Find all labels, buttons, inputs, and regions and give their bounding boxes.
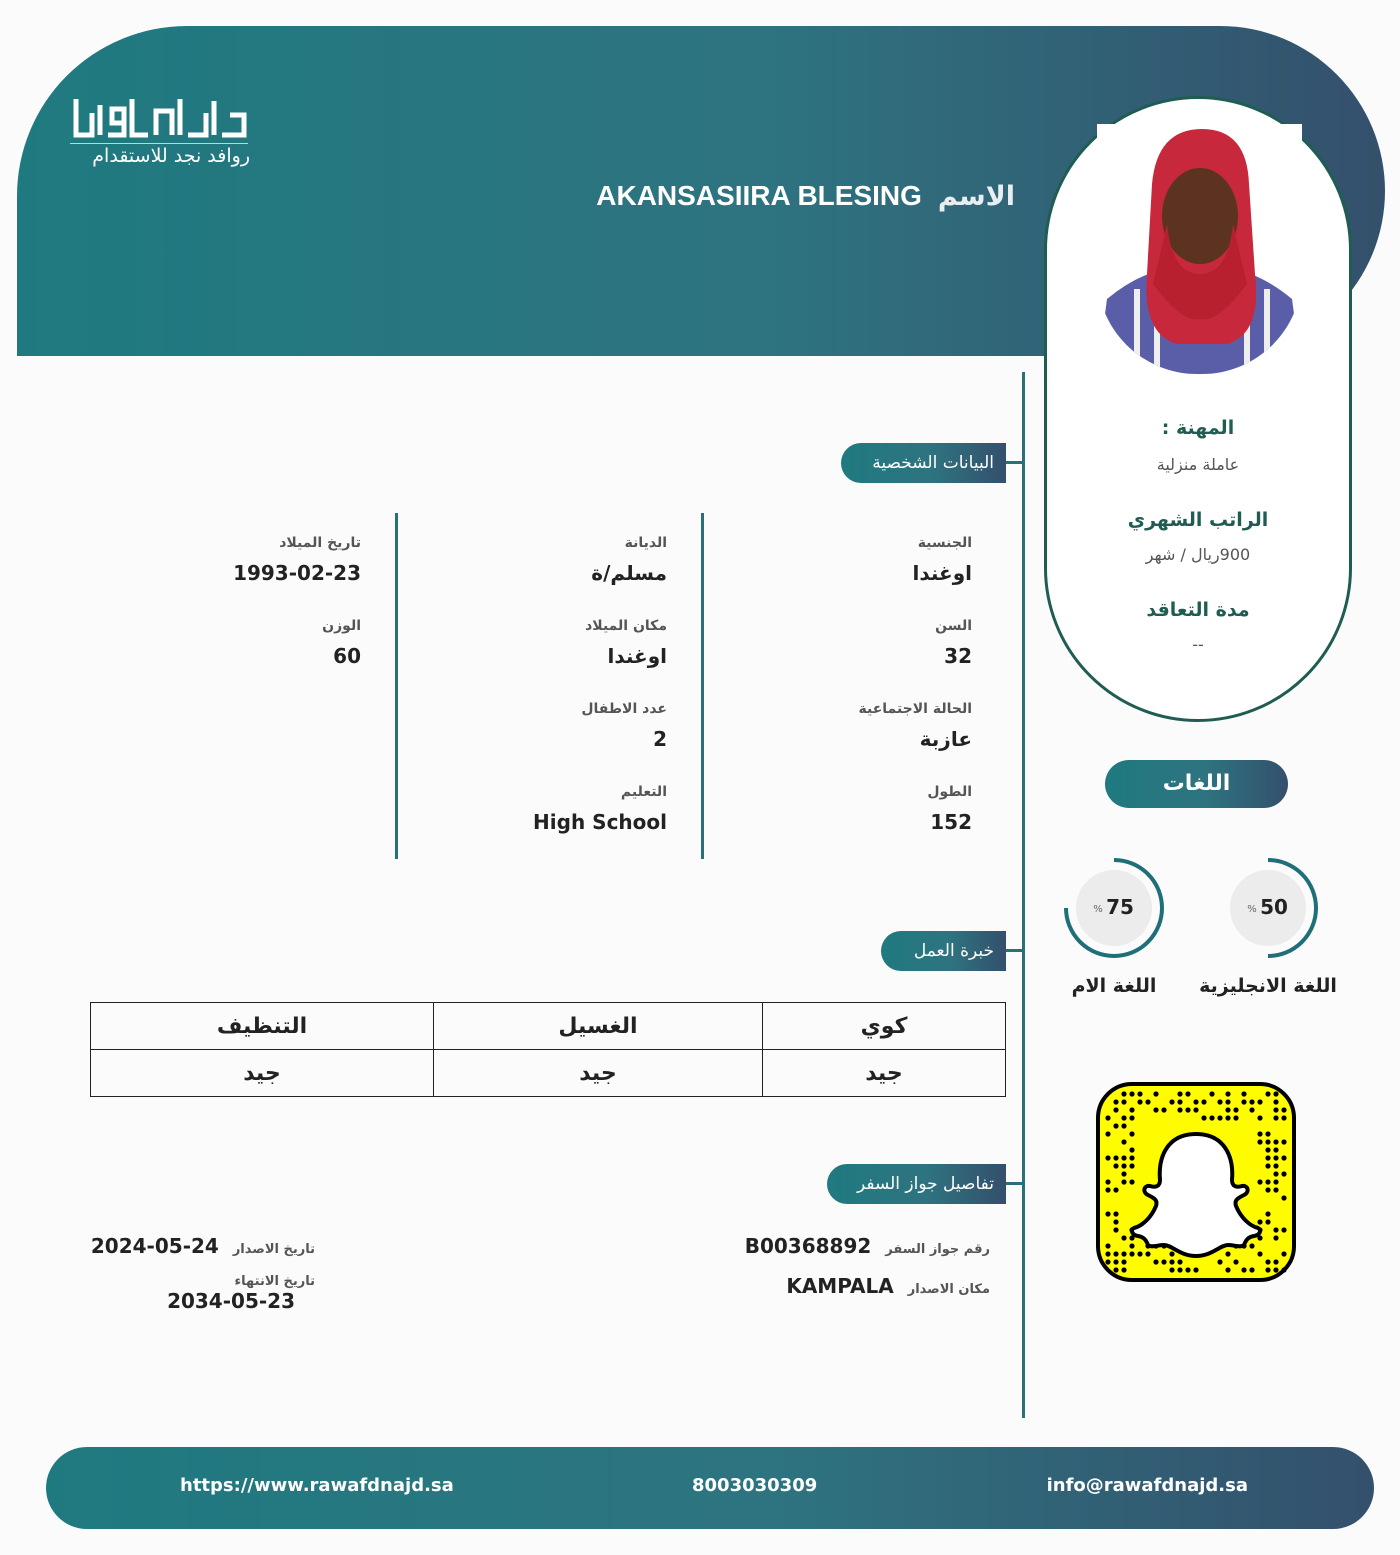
snapcode-dot	[1265, 1267, 1270, 1272]
snapcode-dot	[1201, 1099, 1206, 1104]
candidate-name: AKANSASIIRA BLESING	[596, 180, 922, 211]
snapcode-dot	[1265, 1179, 1270, 1184]
snapcode-dot	[1121, 1115, 1126, 1120]
snapcode-dot	[1241, 1091, 1246, 1096]
snapcode-dot	[1169, 1259, 1174, 1264]
snapcode-dot	[1153, 1259, 1158, 1264]
snapcode-dot	[1257, 1179, 1262, 1184]
snapcode-dot	[1225, 1091, 1230, 1096]
snapcode-dot	[1281, 1251, 1286, 1256]
marital-label: الحالة الاجتماعية	[858, 701, 972, 717]
snapcode-dot	[1265, 1163, 1270, 1168]
snapcode-dot	[1169, 1251, 1174, 1256]
snapcode-dot	[1105, 1259, 1110, 1264]
snapcode-dot	[1121, 1163, 1126, 1168]
snapcode-dot	[1121, 1179, 1126, 1184]
contract-value: --	[1192, 635, 1204, 654]
section-tick	[1006, 949, 1024, 952]
table-header-cell: التنظيف	[91, 1003, 434, 1050]
snapcode-dot	[1217, 1259, 1222, 1264]
snapcode-dot	[1121, 1259, 1126, 1264]
snapcode-dot	[1145, 1251, 1150, 1256]
snapcode-dot	[1281, 1171, 1286, 1176]
snapcode-dot	[1113, 1107, 1118, 1112]
snapcode-dot	[1105, 1155, 1110, 1160]
snapcode-dot	[1249, 1107, 1254, 1112]
table-header-cell: الغسيل	[434, 1003, 763, 1050]
snapcode-dot	[1129, 1243, 1134, 1248]
snapcode-dot	[1121, 1091, 1126, 1096]
dob-value: 1993-02-23	[233, 561, 361, 585]
snapcode-dot	[1273, 1115, 1278, 1120]
snapcode-dot	[1113, 1155, 1118, 1160]
snapcode-dot	[1129, 1115, 1134, 1120]
section-passport-label: تفاصيل جواز السفر	[856, 1174, 994, 1194]
height-field	[927, 784, 972, 834]
passport-number-value: B00368892	[744, 1234, 872, 1258]
snapcode-dot	[1129, 1163, 1134, 1168]
snapcode-dot	[1281, 1115, 1286, 1120]
snapcode-dot	[1145, 1099, 1150, 1104]
snapcode-dot	[1185, 1267, 1190, 1272]
snapcode-dot	[1105, 1211, 1110, 1216]
gauge-ring-icon	[1062, 856, 1166, 960]
languages-title: اللغات	[1105, 760, 1288, 808]
snapcode-dot	[1273, 1259, 1278, 1264]
language-name-english: اللغة الانجليزية	[1199, 975, 1337, 997]
snapcode-dot	[1265, 1211, 1270, 1216]
logo-text: روافد نجد للاستقدام	[92, 145, 250, 167]
gauge-value: 75	[1106, 895, 1134, 919]
snapcode-dot	[1113, 1211, 1118, 1216]
education-value: High School	[533, 810, 667, 834]
snapcode-dot	[1113, 1267, 1118, 1272]
snapcode-dot	[1121, 1235, 1126, 1240]
snapcode-dot	[1225, 1107, 1230, 1112]
company-logo	[70, 95, 250, 175]
snapcode-dot	[1265, 1147, 1270, 1152]
dob-label: تاريخ الميلاد	[279, 535, 361, 551]
snapcode-dot	[1273, 1107, 1278, 1112]
snapcode-dot	[1249, 1099, 1254, 1104]
snapcode-dot	[1121, 1099, 1126, 1104]
snapcode-dot	[1121, 1155, 1126, 1160]
gauge-value: 50	[1260, 895, 1288, 919]
snapcode-dot	[1257, 1099, 1262, 1104]
snapcode-dot	[1265, 1259, 1270, 1264]
snapcode-dot	[1241, 1099, 1246, 1104]
snapcode-dot	[1129, 1179, 1134, 1184]
column-separator	[395, 513, 398, 859]
snapcode-dot	[1177, 1259, 1182, 1264]
snapcode-dot	[1113, 1099, 1118, 1104]
section-passport-title	[827, 1164, 1006, 1204]
snapcode-dot	[1217, 1115, 1222, 1120]
snapcode-dot	[1121, 1139, 1126, 1144]
passport-issue-row	[91, 1234, 315, 1258]
language-gauge-english	[1216, 856, 1320, 964]
snapcode-dot	[1265, 1155, 1270, 1160]
nationality-value: اوغندا	[912, 561, 972, 585]
birthplace-value: اوغندا	[607, 644, 667, 668]
section-tick	[1006, 1182, 1024, 1185]
snapcode-dot	[1225, 1251, 1230, 1256]
gauge-ring-icon	[1216, 856, 1320, 960]
candidate-name-row	[596, 180, 1015, 212]
snapcode-dot	[1113, 1227, 1118, 1232]
logo-mark-icon	[72, 95, 250, 139]
snapcode-dot	[1113, 1187, 1118, 1192]
snapcode-dot	[1193, 1107, 1198, 1112]
table-header-row	[91, 1003, 1006, 1050]
passport-place-label: مكان الاصدار	[907, 1282, 990, 1297]
religion-value: مسلم/ة	[591, 561, 667, 585]
passport-issue-value: 2024-05-24	[90, 1234, 219, 1258]
snapcode-dot	[1217, 1099, 1222, 1104]
snapcode-dot	[1177, 1107, 1182, 1112]
section-personal-label: البيانات الشخصية	[872, 453, 994, 473]
snapcode-dot	[1257, 1219, 1262, 1224]
snapcode-dot	[1273, 1139, 1278, 1144]
snapcode-dot	[1249, 1267, 1254, 1272]
snapcode-dot	[1225, 1115, 1230, 1120]
gauge-unit: %	[1093, 904, 1103, 915]
dob-field	[233, 535, 361, 585]
weight-value: 60	[333, 644, 361, 668]
snapcode-dot	[1177, 1099, 1182, 1104]
snapcode-dot	[1105, 1179, 1110, 1184]
snapcode-dot	[1265, 1091, 1270, 1096]
contract-label: مدة التعاقد	[1146, 599, 1250, 621]
snapcode-dot	[1105, 1187, 1110, 1192]
snapcode-dot	[1249, 1243, 1254, 1248]
snapcode-dot	[1257, 1251, 1262, 1256]
section-personal-title	[841, 443, 1006, 483]
passport-expiry-field	[167, 1274, 315, 1313]
profession-label: المهنة :	[1161, 417, 1235, 439]
snapcode-dot	[1121, 1267, 1126, 1272]
snapcode-dot	[1265, 1187, 1270, 1192]
snapcode-dot	[1281, 1107, 1286, 1112]
snapcode-dot	[1225, 1267, 1230, 1272]
snapcode-dot	[1233, 1259, 1238, 1264]
marital-field	[859, 701, 972, 751]
education-label: التعليم	[620, 784, 667, 800]
birthplace-label: مكان الميلاد	[585, 618, 667, 634]
snapcode-dot	[1241, 1267, 1246, 1272]
snapcode-dot	[1273, 1267, 1278, 1272]
birthplace-field	[585, 618, 667, 668]
passport-number-label: رقم جواز السفر	[885, 1242, 990, 1257]
snapcode-dot	[1265, 1139, 1270, 1144]
passport-expiry-label: تاريخ الانتهاء	[234, 1274, 315, 1289]
salary-label: الراتب الشهري	[1127, 509, 1269, 531]
table-cell: جيد	[91, 1050, 434, 1097]
snapcode-dot	[1265, 1219, 1270, 1224]
experience-table	[90, 1002, 1006, 1097]
section-tick	[1006, 461, 1024, 464]
age-field	[935, 618, 972, 668]
snapcode-dot	[1201, 1115, 1206, 1120]
snapcode-dot	[1233, 1115, 1238, 1120]
snapcode-dot	[1153, 1091, 1158, 1096]
weight-field	[322, 618, 361, 668]
education-field	[533, 784, 667, 834]
snapcode-dot	[1281, 1139, 1286, 1144]
footer-phone[interactable]: 8003030309	[692, 1475, 818, 1496]
footer-website-link[interactable]: https://www.rawafdnajd.sa	[180, 1475, 454, 1496]
snapcode-dot	[1113, 1251, 1118, 1256]
snapcode-dot	[1169, 1099, 1174, 1104]
snapcode-dot	[1273, 1091, 1278, 1096]
snapcode-dot	[1257, 1115, 1262, 1120]
footer-email-link[interactable]: info@rawafdnajd.sa	[1046, 1475, 1248, 1496]
snapcode-dot	[1177, 1267, 1182, 1272]
weight-label: الوزن	[322, 618, 361, 634]
snapcode-dot	[1129, 1131, 1134, 1136]
passport-expiry-value: 2034-05-23	[167, 1289, 295, 1313]
snapcode-qr[interactable]	[1096, 1082, 1296, 1282]
gauge-unit: %	[1247, 904, 1257, 915]
column-separator	[701, 513, 704, 859]
height-value: 152	[930, 810, 972, 834]
passport-issue-label: تاريخ الاصدار	[232, 1242, 315, 1257]
snapcode-dot	[1209, 1091, 1214, 1096]
snapcode-dot	[1281, 1267, 1286, 1272]
snapcode-dot	[1257, 1131, 1262, 1136]
table-row	[91, 1050, 1006, 1097]
snapcode-dot	[1137, 1251, 1142, 1256]
section-experience-title	[881, 931, 1006, 971]
snapcode-dot	[1273, 1171, 1278, 1176]
snapcode-dot	[1129, 1107, 1134, 1112]
snapcode-dot	[1257, 1139, 1262, 1144]
nationality-field	[912, 535, 972, 585]
marital-value: عازبة	[919, 727, 972, 751]
language-gauge-native	[1062, 856, 1166, 964]
snapcode-dot	[1281, 1195, 1286, 1200]
candidate-photo	[1097, 124, 1302, 374]
logo-divider	[70, 143, 248, 144]
passport-number-row	[745, 1234, 990, 1258]
snapcode-dot	[1169, 1267, 1174, 1272]
snapcode-dot	[1281, 1155, 1286, 1160]
height-label: الطول	[927, 784, 972, 800]
snapcode-dot	[1193, 1267, 1198, 1272]
snapcode-dot	[1281, 1227, 1286, 1232]
snapcode-dot	[1161, 1259, 1166, 1264]
religion-field	[591, 535, 667, 585]
snapcode-dot	[1273, 1227, 1278, 1232]
footer-bar	[46, 1447, 1374, 1529]
content-divider	[1022, 372, 1025, 1418]
snapcode-dot	[1121, 1171, 1126, 1176]
snapcode-dot	[1265, 1131, 1270, 1136]
passport-place-value: KAMPALA	[786, 1274, 894, 1298]
section-experience-label: خبرة العمل	[913, 941, 994, 961]
profile-card	[1044, 96, 1352, 722]
snapcode-dot	[1105, 1131, 1110, 1136]
name-label: الاسم	[937, 180, 1015, 212]
snapcode-dot	[1105, 1251, 1110, 1256]
age-label: السن	[935, 618, 972, 634]
children-label: عدد الاطفال	[581, 701, 667, 717]
snapcode-dot	[1113, 1219, 1118, 1224]
snapcode-dot	[1129, 1147, 1134, 1152]
children-value: 2	[653, 727, 667, 751]
snapcode-dot	[1129, 1155, 1134, 1160]
snapcode-dot	[1177, 1091, 1182, 1096]
snapcode-dot	[1273, 1099, 1278, 1104]
snapcode-dot	[1193, 1099, 1198, 1104]
snapcode-dot	[1105, 1115, 1110, 1120]
passport-place-row	[786, 1274, 990, 1298]
snapcode-dot	[1233, 1107, 1238, 1112]
snapcode-dot	[1121, 1123, 1126, 1128]
snapcode-dot	[1105, 1243, 1110, 1248]
snapcode-dot	[1161, 1107, 1166, 1112]
snapcode-dot	[1273, 1147, 1278, 1152]
snapcode-dot	[1209, 1115, 1214, 1120]
table-cell: جيد	[434, 1050, 763, 1097]
snapcode-dot	[1273, 1163, 1278, 1168]
snapcode-dot	[1137, 1099, 1142, 1104]
snapcode-dot	[1113, 1123, 1118, 1128]
nationality-label: الجنسية	[917, 535, 972, 551]
snapcode-dot	[1273, 1187, 1278, 1192]
snapcode-dot	[1129, 1091, 1134, 1096]
snapcode-dot	[1273, 1155, 1278, 1160]
table-cell: جيد	[763, 1050, 1006, 1097]
snapcode-dot	[1185, 1091, 1190, 1096]
snapcode-dot	[1273, 1235, 1278, 1240]
snapcode-dot	[1185, 1107, 1190, 1112]
snapcode-dot	[1225, 1099, 1230, 1104]
children-field	[581, 701, 667, 751]
profession-value: عاملة منزلية	[1156, 455, 1240, 474]
religion-label: الديانة	[624, 535, 667, 551]
snapcode-dot	[1113, 1259, 1118, 1264]
table-header-cell: كوي	[763, 1003, 1006, 1050]
snapcode-dot	[1129, 1251, 1134, 1256]
snapcode-dot	[1273, 1179, 1278, 1184]
snapcode-dot	[1113, 1163, 1118, 1168]
snapcode-dot	[1153, 1107, 1158, 1112]
snapcode-dot	[1121, 1251, 1126, 1256]
snapcode-dot	[1137, 1091, 1142, 1096]
language-name-native: اللغة الام	[1071, 975, 1157, 997]
salary-value: 900ريال / شهر	[1145, 545, 1251, 564]
age-value: 32	[944, 644, 972, 668]
